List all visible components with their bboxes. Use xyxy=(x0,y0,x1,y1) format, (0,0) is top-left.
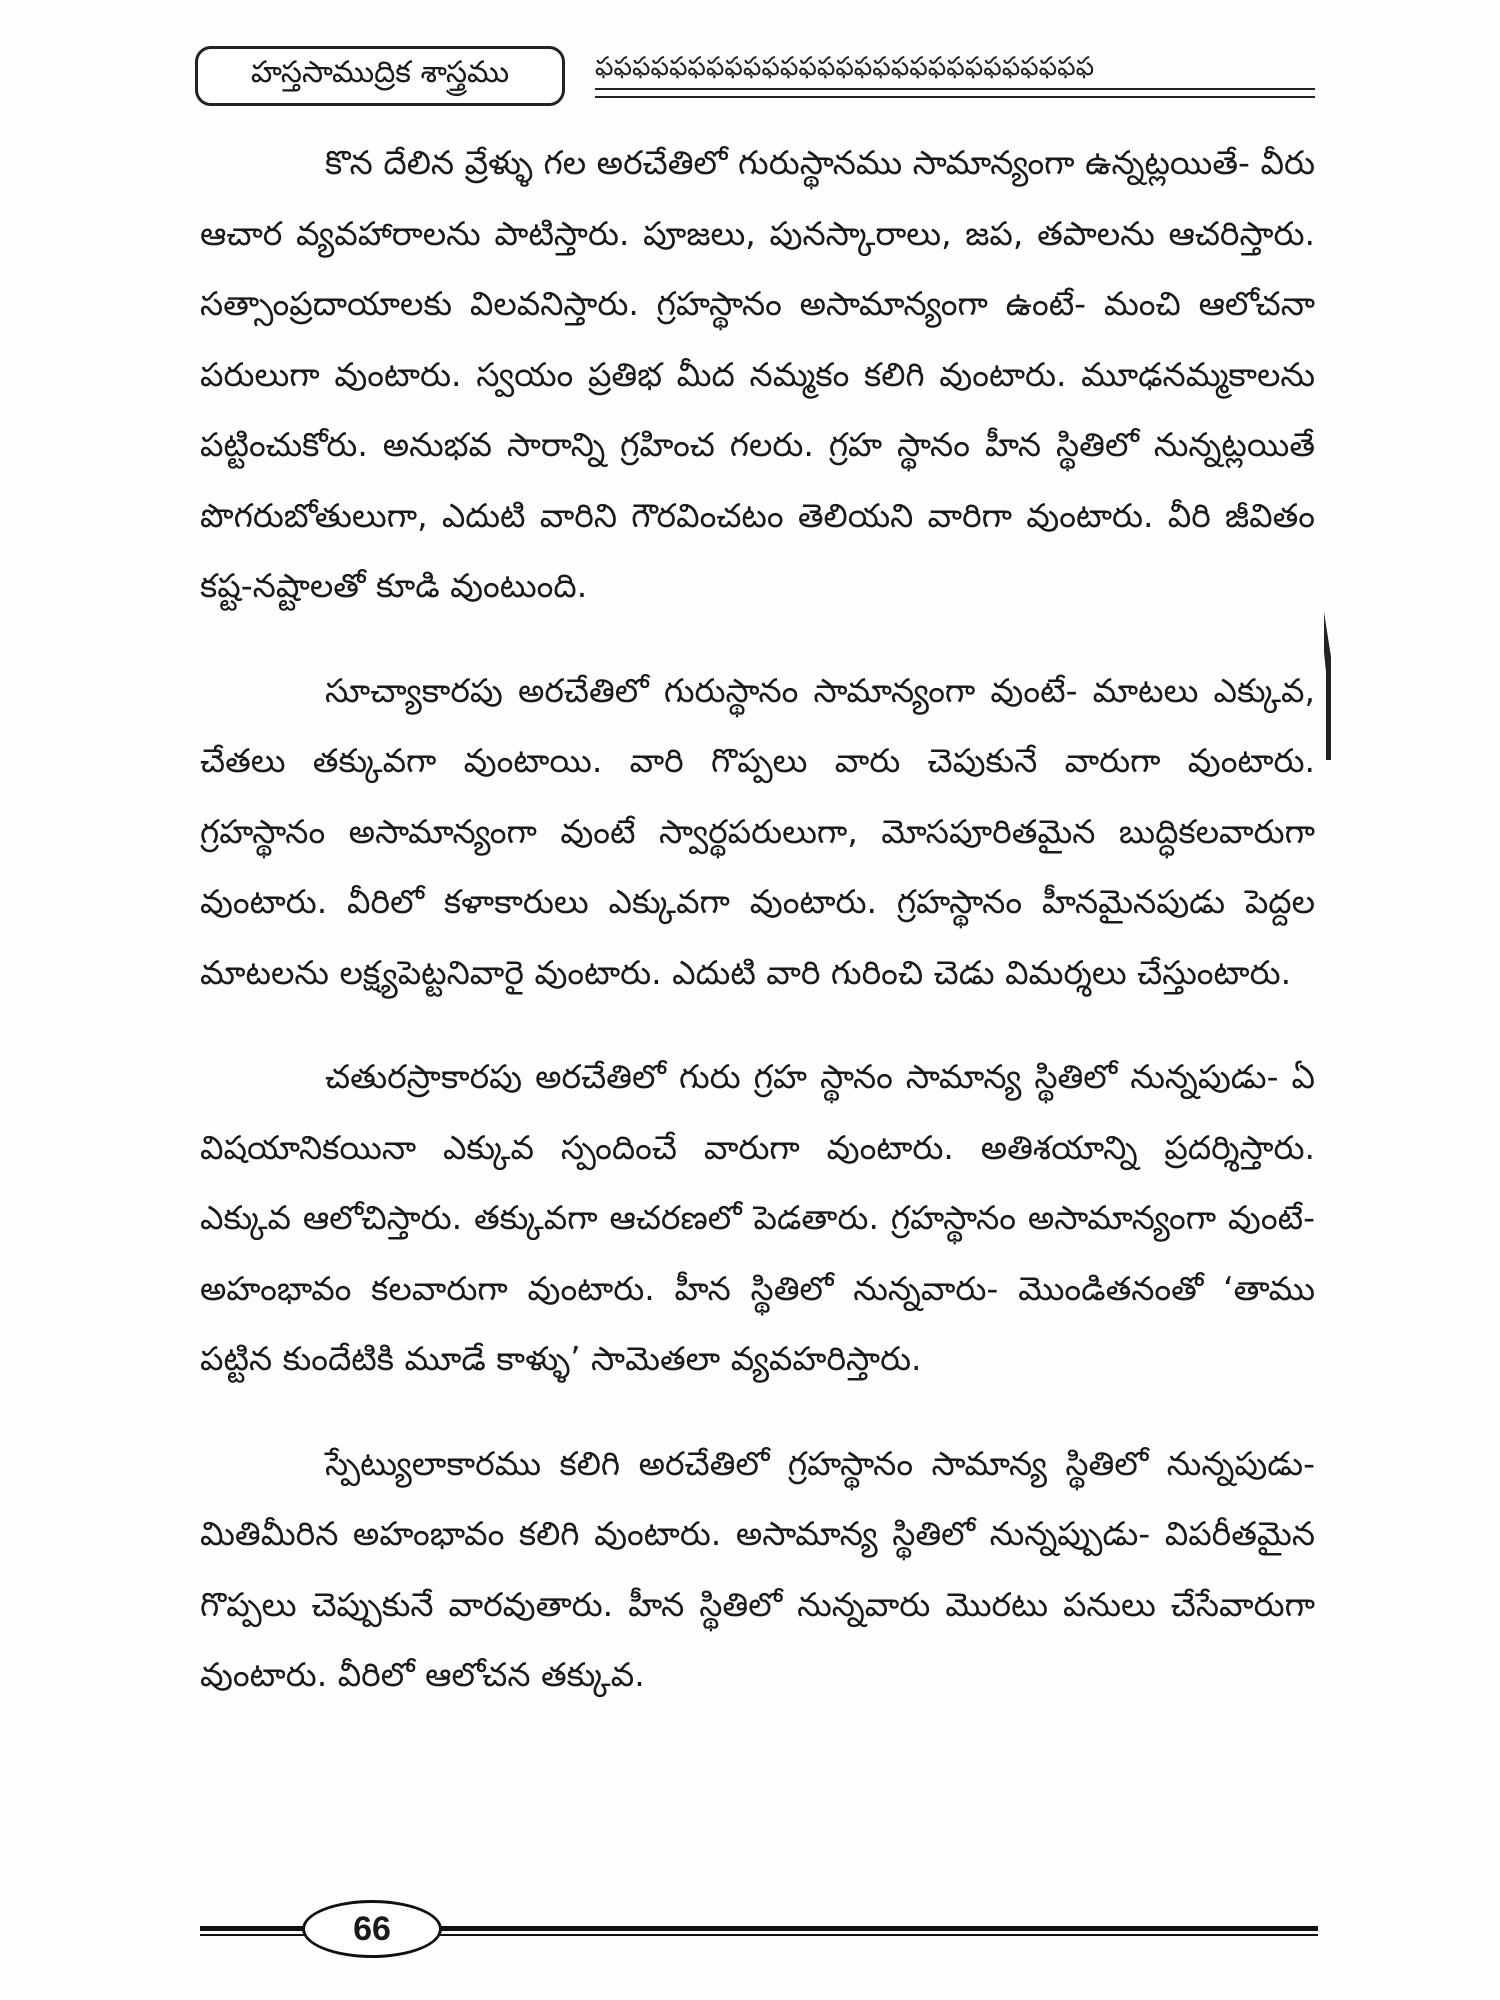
header-ornament xyxy=(595,50,1315,110)
paragraph-1: కొన దేలిన వ్రేళ్ళు గల అరచేతిలో గురుస్థానము సామాన్యంగా ఉన్నట్లయితే- వీరు ఆచార వ్యవహారాలను పాటిస్తారు. పూజలు, పునస్కారాలు, జప, తపాలను ఆచరిస్తారు. సత్సాంప్రదాయాలకు విలవనిస్తారు. గ్రహస్థానం అసామాన్యంగా ఉంటే- మంచి ఆలోచనా పరులుగా వుంటారు. స్వయం ప్రతిభ మీద నమ్మకం కలిగి వుంటారు. మూఢనమ్మకాలను పట్టించుకోరు. అనుభవ సారాన్ని గ్రహించ గలరు. గ్రహ స్థానం హీన స్థితిలో నున్నట్లయితే పొగరుబోతులుగా, ఎదుటి వారిని గౌరవించటం తెలియని వారిగా వుంటారు. వీరి జీవితం కష్ట-నష్టాలతో కూడి వుంటుంది. xyxy=(200,143,1315,605)
page-body xyxy=(200,128,1315,1745)
page-number: 66 xyxy=(302,1900,442,1958)
paragraph-4: స్పేట్యులాకారము కలిగి అరచేతిలో గ్రహస్థానం సామాన్య స్థితిలో నున్నపుడు- మితిమీరిన అహంభావం కలిగి వుంటారు. అసామాన్య స్థితిలో నున్నప్పుడు- విపరీతమైన గొప్పలు చెప్పుకునే వారవుతారు. హీన స్థితిలో నున్నవారు మొరటు పనులు చేసేవారుగా వుంటారు. వీరిలో ఆలోచన తక్కువ. xyxy=(200,1443,1315,1694)
ornament-pattern: ఫఫఫఫఫఫఫఫఫఫఫఫఫఫఫఫఫఫఫఫఫఫఫఫఫఫఫ xyxy=(595,52,1095,82)
running-title: హస్తసాముద్రిక శాస్త్రము xyxy=(195,46,565,106)
margin-mark-icon xyxy=(1322,612,1332,760)
ornament-rule xyxy=(595,88,1315,98)
page-footer xyxy=(200,1898,1318,1968)
paragraph-2: సూచ్యాకారపు అరచేతిలో గురుస్థానం సామాన్యంగా వుంటే- మాటలు ఎక్కువ, చేతలు తక్కువగా వుంటాయి. వారి గొప్పలు వారు చెపుకునే వారుగా వుంటారు. గ్రహస్థానం అసామాన్యంగా వుంటే స్వార్థపరులుగా, మోసపూరితమైన బుద్ధికలవారుగా వుంటారు. వీరిలో కళాకారులు ఎక్కువగా వుంటారు. గ్రహస్థానం హీనమైనపుడు పెద్దల మాటలను లక్ష్యపెట్టనివారై వుంటారు. ఎదుటి వారి గురించి చెడు విమర్శలు చేస్తుంటారు. xyxy=(200,670,1315,992)
paragraph-3: చతురస్రాకారపు అరచేతిలో గురు గ్రహ స్థానం సామాన్య స్థితిలో నున్నపుడు- ఏ విషయానికయినా ఎక్కువ స్పందించే వారుగా వుంటారు. అతిశయాన్ని ప్రదర్శిస్తారు. ఎక్కువ ఆలోచిస్తారు. తక్కువగా ఆచరణలో పెడతారు. గ్రహస్థానం అసామాన్యంగా వుంటే- అహంభావం కలవారుగా వుంటారు. హీన స్థితిలో నున్నవారు- మొండితనంతో ‘తాము పట్టిన కుందేటికి మూడే కాళ్ళు’ సామెతలా వ్యవహరిస్తారు. xyxy=(200,1057,1315,1378)
page-header xyxy=(195,46,1315,110)
